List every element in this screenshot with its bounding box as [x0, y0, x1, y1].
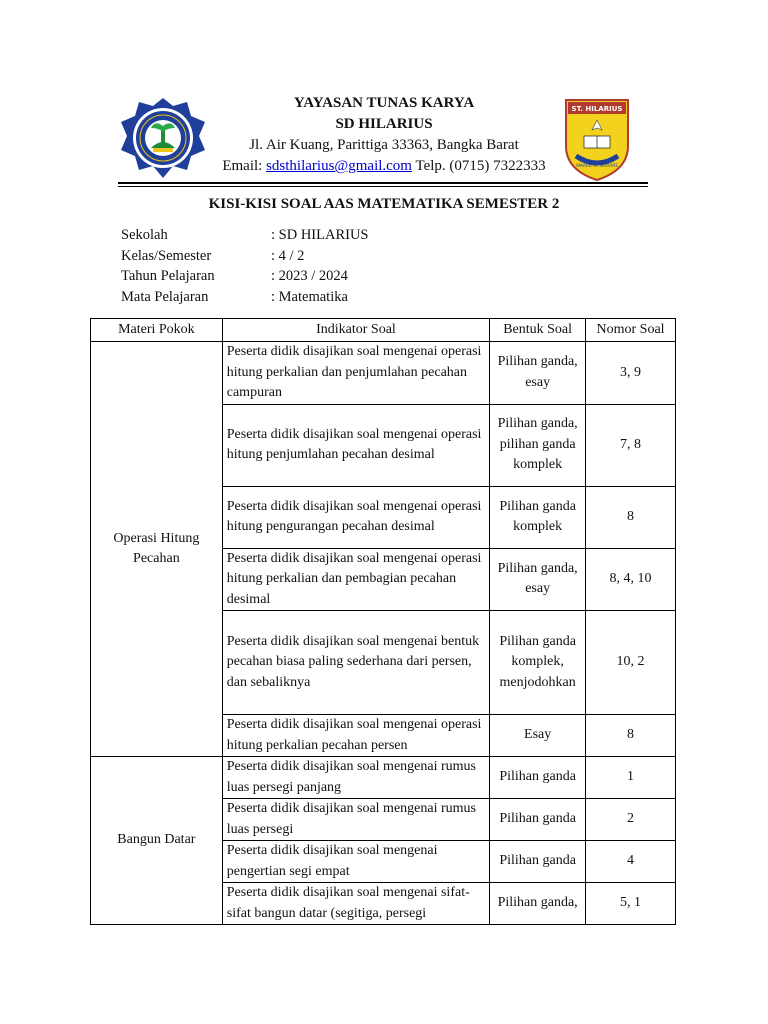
bentuk-cell: Pilihan ganda, esay	[490, 548, 586, 611]
info-value: : Matematika	[271, 288, 348, 305]
info-label: Kelas/Semester	[121, 247, 212, 264]
nomor-cell: 8	[586, 715, 676, 757]
header-rule-thick	[118, 182, 648, 184]
info-row	[121, 227, 368, 248]
school-address: Jl. Air Kuang, Parittiga 33363, Bangka Barat	[249, 137, 519, 153]
indikator-cell: Peserta didik disajikan soal mengenai operasi hitung penjumlahan pecahan desimal	[222, 404, 489, 486]
nomor-cell: 8	[586, 486, 676, 548]
info-row	[121, 248, 368, 269]
nomor-cell: 4	[586, 841, 676, 883]
indikator-cell: Peserta didik disajikan soal mengenai sifat-sifat bangun datar (segitiga, persegi	[222, 883, 489, 925]
nomor-cell: 2	[586, 799, 676, 841]
header-rule-thin	[118, 186, 648, 187]
contact-line	[200, 156, 568, 177]
info-row	[121, 268, 368, 289]
materi-cell: Operasi Hitung Pecahan	[91, 342, 223, 757]
info-label: Mata Pelajaran	[121, 288, 209, 305]
header-indikator-soal: Indikator Soal	[222, 319, 489, 342]
materi-cell: Bangun Datar	[91, 757, 223, 925]
email-label: Email:	[222, 158, 263, 174]
bentuk-cell: Pilihan ganda	[490, 841, 586, 883]
table-header-row	[91, 319, 676, 342]
table-row	[91, 342, 676, 405]
indikator-cell: Peserta didik disajikan soal mengenai operasi hitung perkalian pecahan persen	[222, 715, 489, 757]
indikator-cell: Peserta didik disajikan soal mengenai operasi hitung perkalian dan penjumlahan pecahan campuran	[222, 342, 489, 405]
bentuk-cell: Esay	[490, 715, 586, 757]
nomor-cell: 5, 1	[586, 883, 676, 925]
bentuk-cell: Pilihan ganda, esay	[490, 342, 586, 405]
header-materi-pokok: Materi Pokok	[91, 319, 223, 342]
nomor-cell: 3, 9	[586, 342, 676, 405]
indikator-cell: Peserta didik disajikan soal mengenai operasi hitung perkalian dan pembagian pecahan desimal	[222, 548, 489, 611]
bentuk-cell: Pilihan ganda komplek	[490, 486, 586, 548]
info-label: Tahun Pelajaran	[121, 268, 215, 284]
school-name: SD HILARIUS	[335, 116, 433, 132]
bentuk-cell: Pilihan ganda	[490, 757, 586, 799]
logo-right-motto: AMARE et SERVIRE	[575, 164, 619, 169]
header-bentuk-soal: Bentuk Soal	[490, 319, 586, 342]
nomor-cell: 7, 8	[586, 404, 676, 486]
indikator-cell: Peserta didik disajikan soal mengenai operasi hitung pengurangan pecahan desimal	[222, 486, 489, 548]
bentuk-cell: Pilihan ganda,	[490, 883, 586, 925]
org-name: YAYASAN TUNAS KARYA	[293, 95, 475, 111]
nomor-cell: 8, 4, 10	[586, 548, 676, 611]
info-label: Sekolah	[121, 227, 168, 243]
kisi-kisi-table	[90, 318, 676, 925]
table-row	[91, 757, 676, 799]
document-title: KISI-KISI SOAL AAS MATEMATIKA SEMESTER 2	[208, 196, 560, 212]
info-value: : 2023 / 2024	[271, 268, 348, 284]
info-row	[121, 289, 368, 310]
logo-right-title: ST. HILARIUS	[571, 105, 623, 113]
nomor-cell: 10, 2	[586, 611, 676, 715]
st-hilarius-logo	[562, 96, 632, 182]
letterhead	[200, 93, 568, 177]
bentuk-cell: Pilihan ganda	[490, 799, 586, 841]
yayasan-tunas-karya-logo	[117, 96, 209, 182]
indikator-cell: Peserta didik disajikan soal mengenai bentuk pecahan biasa paling sederhana dari persen, dan sebaliknya	[222, 611, 489, 715]
info-block	[121, 227, 368, 309]
indikator-cell: Peserta didik disajikan soal mengenai rumus luas persegi panjang	[222, 757, 489, 799]
phone: Telp. (0715) 7322333	[415, 158, 546, 174]
info-value: : 4 / 2	[271, 247, 305, 264]
bentuk-cell: Pilihan ganda komplek, menjodohkan	[490, 611, 586, 715]
indikator-cell: Peserta didik disajikan soal mengenai pengertian segi empat	[222, 841, 489, 883]
info-value: : SD HILARIUS	[271, 227, 369, 243]
email-link[interactable]: sdsthilarius@gmail.com	[266, 158, 412, 174]
bentuk-cell: Pilihan ganda, pilihan ganda komplek	[490, 404, 586, 486]
nomor-cell: 1	[586, 757, 676, 799]
header-nomor-soal: Nomor Soal	[586, 319, 676, 342]
indikator-cell: Peserta didik disajikan soal mengenai rumus luas persegi	[222, 799, 489, 841]
